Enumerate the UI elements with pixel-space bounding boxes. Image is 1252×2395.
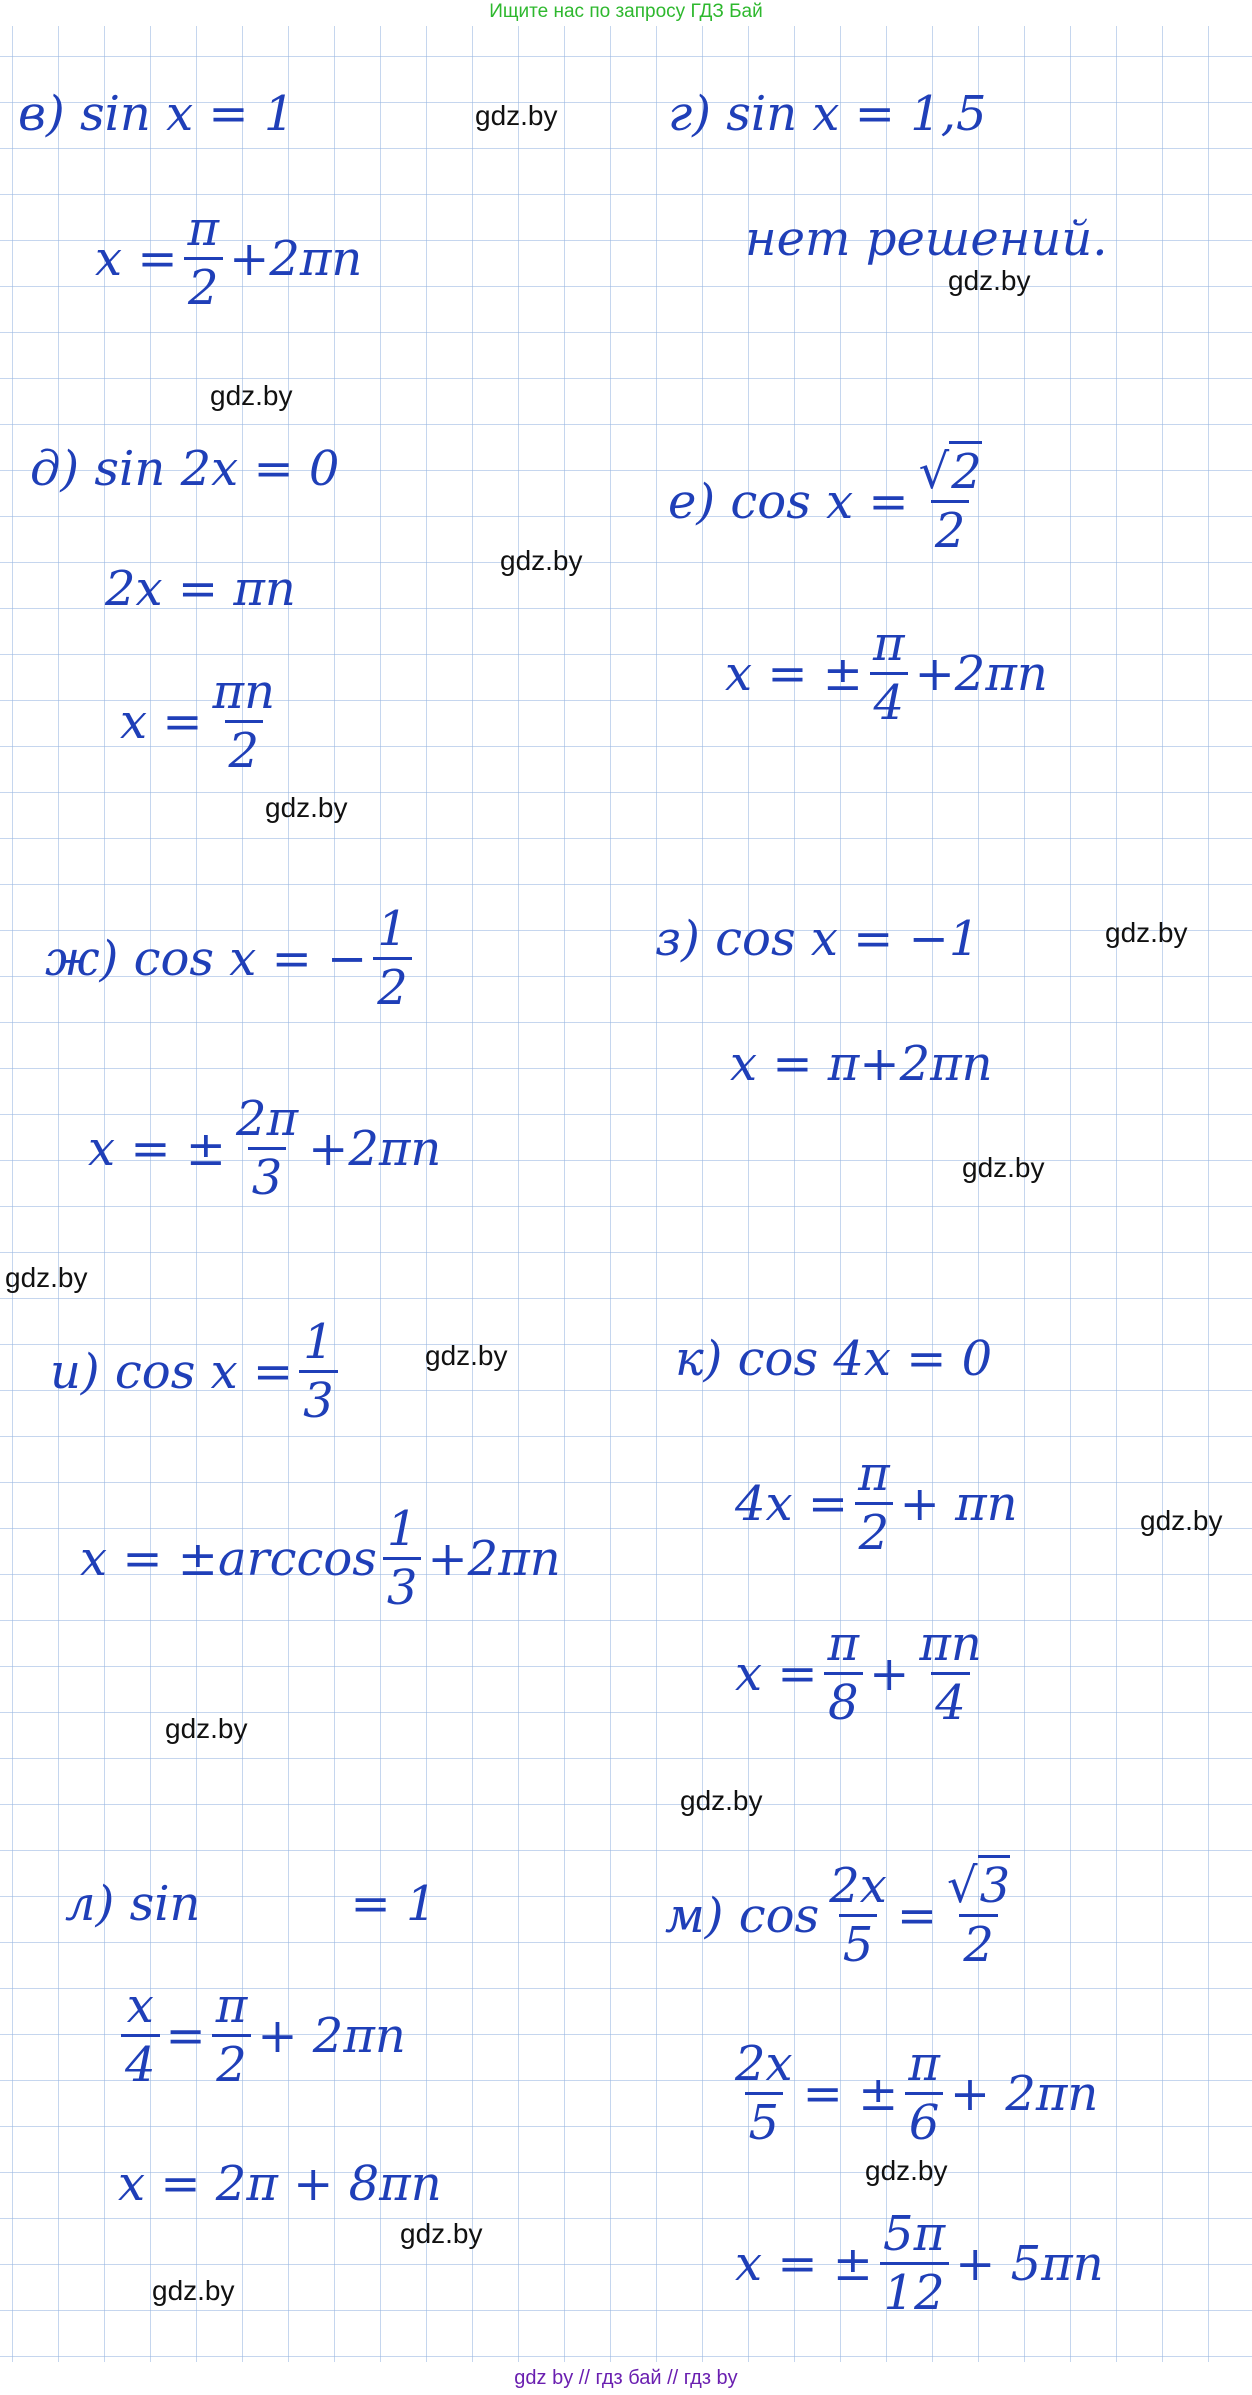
- equation-text: sin: [129, 1876, 201, 1932]
- numerator: 5π: [883, 2206, 946, 2262]
- problem-l-equation: [65, 1876, 437, 1932]
- fraction: [943, 1858, 1014, 1973]
- fraction: [232, 1091, 302, 1206]
- numerator: π: [827, 1616, 860, 1672]
- watermark: gdz.by: [1140, 1505, 1223, 1536]
- problem-label: и): [50, 1343, 100, 1400]
- watermark: gdz.by: [962, 1152, 1045, 1183]
- equation-text: cos x =: [114, 1343, 294, 1400]
- problem-z-equation: [655, 911, 980, 967]
- equation-text: cos: [738, 1887, 820, 1944]
- operator: = ±: [802, 2065, 899, 2122]
- solution-text: x = π+2πn: [730, 1036, 993, 1092]
- problem-d-step2: [120, 664, 285, 779]
- solution-tail: + 5πn: [955, 2235, 1104, 2292]
- problem-m-step2: [735, 2206, 1104, 2321]
- equation-text: cos x = −: [133, 930, 368, 987]
- problem-label: м): [665, 1887, 724, 1944]
- operator: =: [165, 2007, 206, 2064]
- problem-l-step1: [115, 1978, 406, 2093]
- fraction: [209, 664, 279, 779]
- problem-i-equation: [50, 1314, 344, 1429]
- watermark: gdz.by: [865, 2155, 948, 2186]
- denominator: 2: [212, 2034, 251, 2089]
- problem-k-equation: [675, 1331, 993, 1387]
- problem-d-equation: [30, 441, 340, 497]
- fraction: [373, 901, 412, 1016]
- watermark: gdz.by: [165, 1713, 248, 1744]
- solution-text: x = ±: [88, 1120, 227, 1177]
- denominator: 5: [745, 2092, 784, 2147]
- footer-links[interactable]: gdz by // гдз бай // гдз by: [0, 2362, 1252, 2395]
- radicand: 3: [978, 1855, 1011, 1914]
- numerator: 2π: [236, 1091, 299, 1147]
- problem-m-step1: [725, 2036, 1099, 2151]
- watermark: gdz.by: [152, 2275, 235, 2306]
- solution-tail: +2πn: [229, 230, 363, 287]
- problem-v-equation: [18, 86, 295, 142]
- numerator: π: [873, 616, 905, 672]
- fraction: [825, 1858, 891, 1973]
- watermark: gdz.by: [1105, 917, 1188, 948]
- watermark: gdz.by: [425, 1340, 508, 1371]
- operator: =: [896, 1887, 938, 1944]
- numerator: πn: [919, 1616, 982, 1672]
- denominator: 2: [225, 720, 264, 775]
- numerator: 2x: [829, 1858, 887, 1914]
- watermark: gdz.by: [400, 2218, 483, 2249]
- solution-text: 4x =: [735, 1475, 849, 1532]
- solution-text: x =: [120, 693, 203, 750]
- denominator: 6: [905, 2092, 944, 2147]
- denominator: 3: [299, 1370, 338, 1425]
- operator: +: [869, 1645, 910, 1702]
- denominator: 12: [880, 2262, 949, 2317]
- fraction: [879, 2206, 949, 2321]
- numerator: πn: [212, 664, 276, 720]
- denominator: 2: [931, 500, 970, 555]
- denominator: 3: [383, 1557, 422, 1612]
- problem-g-equation: [668, 86, 987, 142]
- problem-zh-equation: [45, 901, 418, 1016]
- watermark: gdz.by: [500, 545, 583, 576]
- top-banner[interactable]: Ищите нас по запросу ГДЗ Бай: [0, 0, 1252, 26]
- problem-label: г): [668, 86, 711, 142]
- fraction: [299, 1314, 338, 1429]
- equation-text: cos x = −1: [715, 911, 980, 967]
- denominator: 2: [855, 1502, 894, 1557]
- numerator: √3: [943, 1862, 1014, 1914]
- numerator: π: [908, 2036, 940, 2092]
- fraction: [854, 1446, 894, 1561]
- solution-text: x = 2π + 8πn: [118, 2156, 442, 2212]
- fraction: [383, 1501, 422, 1616]
- watermark: gdz.by: [475, 100, 558, 131]
- solution-tail: + 2πn: [257, 2007, 406, 2064]
- fraction: [184, 201, 224, 316]
- problem-l-step2: [118, 2156, 442, 2212]
- numerator: 2x: [735, 2036, 793, 2092]
- fraction: [212, 1978, 252, 2093]
- radicand: 2: [949, 441, 982, 500]
- solution-text: x = ±: [735, 2235, 874, 2292]
- equation-text: sin x = 1: [79, 86, 295, 142]
- fraction: [869, 616, 909, 731]
- solution-tail: + πn: [899, 1475, 1018, 1532]
- denominator: 5: [839, 1914, 878, 1969]
- watermark: gdz.by: [5, 1262, 88, 1293]
- solution-text: x = ±: [725, 645, 864, 702]
- watermark: gdz.by: [680, 1785, 763, 1816]
- solution-text: 2x = πn: [105, 561, 296, 617]
- solution-tail: +2πn: [914, 645, 1048, 702]
- problem-zh-solution: [88, 1091, 442, 1206]
- numerator: π: [858, 1446, 890, 1502]
- numerator: π: [187, 201, 220, 257]
- problem-label: ж): [45, 930, 119, 987]
- problem-e-solution: [725, 616, 1048, 731]
- problem-label: в): [18, 86, 65, 142]
- problem-label: л): [65, 1876, 115, 1932]
- problem-label: з): [655, 911, 700, 967]
- problem-m-equation: [665, 1858, 1020, 1973]
- denominator: 8: [824, 1672, 863, 1727]
- problem-v-solution: [95, 201, 363, 316]
- solution-text: x =: [95, 230, 178, 287]
- problem-label: д): [30, 441, 80, 497]
- problem-d-step1: [105, 561, 296, 617]
- solution-tail: +2πn: [427, 1530, 561, 1587]
- numerator: 1: [377, 901, 408, 957]
- numerator: x: [126, 1978, 154, 2034]
- fraction: [121, 1978, 160, 2093]
- problem-label: к): [675, 1331, 723, 1387]
- numerator: π: [215, 1978, 248, 2034]
- problem-g-answer: [745, 211, 1108, 267]
- answer-text: нет решений.: [745, 211, 1108, 267]
- denominator: 4: [870, 672, 909, 727]
- denominator: 3: [248, 1147, 287, 1202]
- equation-text: cos 4x = 0: [737, 1331, 993, 1387]
- watermark: gdz.by: [210, 380, 293, 411]
- denominator: 4: [121, 2034, 160, 2089]
- solution-text: x = ±arccos: [80, 1530, 377, 1587]
- problem-z-solution: [730, 1036, 993, 1092]
- denominator: 2: [184, 257, 223, 312]
- numerator: 1: [303, 1314, 334, 1370]
- solution-tail: + 2πn: [949, 2065, 1099, 2122]
- fraction: [904, 2036, 944, 2151]
- problem-e-equation: [668, 444, 992, 559]
- denominator: 2: [373, 957, 412, 1012]
- watermark: gdz.by: [265, 792, 348, 823]
- fraction: [824, 1616, 864, 1731]
- watermark: gdz.by: [948, 265, 1031, 296]
- solution-tail: +2πn: [308, 1120, 442, 1177]
- equation-text: cos x =: [730, 473, 909, 530]
- numerator: 1: [386, 1501, 418, 1557]
- fraction: [915, 1616, 985, 1731]
- fraction: [731, 2036, 797, 2151]
- fraction: [915, 444, 986, 559]
- equation-text: sin 2x = 0: [94, 441, 340, 497]
- problem-k-step1: [735, 1446, 1018, 1561]
- equation-tail: = 1: [350, 1876, 437, 1932]
- problem-i-solution: [80, 1501, 561, 1616]
- problem-label: е): [668, 473, 716, 530]
- denominator: 4: [931, 1672, 970, 1727]
- numerator: √2: [915, 448, 986, 500]
- solution-text: x =: [735, 1645, 818, 1702]
- denominator: 2: [959, 1914, 998, 1969]
- equation-text: sin x = 1,5: [726, 86, 987, 142]
- problem-k-step2: [735, 1616, 992, 1731]
